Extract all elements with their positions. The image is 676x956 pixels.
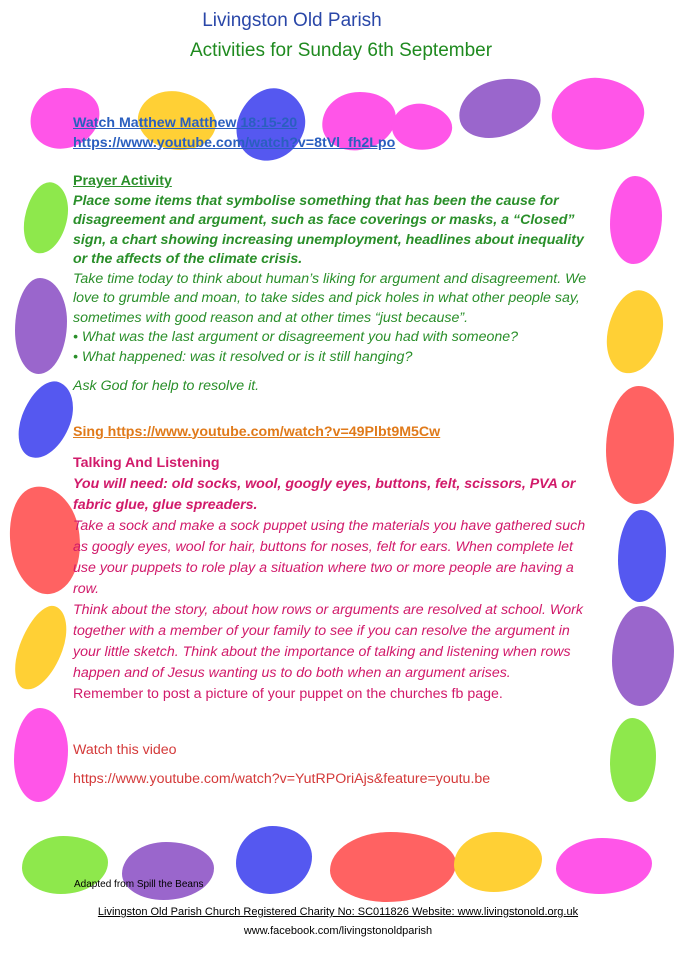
footer-charity: Livingston Old Parish Church Registered Charity No: SC011826 Website: www.livingstonold.org.uk <box>97 906 579 918</box>
activity-content <box>73 114 598 790</box>
credit-text: Adapted from Spill the Beans <box>74 879 204 890</box>
jelly-bean-red <box>606 386 674 504</box>
video-url[interactable]: https://www.youtube.com/watch?v=YutRPOriAjs&feature=youtu.be <box>73 771 491 787</box>
jelly-bean-purple <box>612 606 674 706</box>
page-title: Livingston Old Parish <box>202 10 382 31</box>
jelly-bean-green <box>19 179 73 257</box>
jelly-bean-yellow <box>6 599 76 696</box>
talking-para-1: Take a sock and make a sock puppet using the materials you have gathered such as googly eyes, wool for hair, buttons for noses, felt for ears. When complete let use your puppets to role play a situation where two or more people are having a row. <box>73 517 586 597</box>
watch-line <box>73 114 598 134</box>
video-label: Watch this video <box>73 741 177 758</box>
jelly-bean-purple <box>122 842 214 900</box>
talking-need: You will need: old socks, wool, googly eyes, buttons, felt, scissors, PVA or fabric glue, glue spreaders. <box>73 475 576 513</box>
sing-link[interactable]: Sing https://www.youtube.com/watch?v=49Plbt9M5Cw <box>73 423 441 440</box>
footer-facebook[interactable]: www.facebook.com/livingstonoldparish <box>243 925 433 937</box>
prayer-bullet-1: • What was the last argument or disagreement you had with someone? <box>73 329 519 345</box>
talking-heading: Talking And Listening <box>73 455 220 471</box>
jelly-bean-blue <box>236 826 312 894</box>
watch-label[interactable]: Watch Matthew Matthew 18:15-20 <box>73 115 298 131</box>
jelly-bean-yellow <box>601 286 669 378</box>
talking-para-3: Remember to post a picture of your puppet on the churches fb page. <box>73 685 503 702</box>
prayer-instruction: Place some items that symbolise something that has been the cause for disagreement and argument, such as face coverings or masks, a “Closed” sign, a chart showing increasing unemployment, headlines about inequality or the affects of the climate crisis. <box>73 192 584 267</box>
jelly-bean-purple <box>15 278 67 374</box>
page-subtitle: Activities for Sunday 6th September <box>190 40 493 61</box>
jelly-bean-red <box>330 832 456 902</box>
talking-para-2: Think about the story, about how rows or arguments are resolved at school. Work together with a member of your family to see if you can resolve the argument in your little sketch. Think about the importance of talking and listening when rows happen and of Jesus wanting us to do both when an argument arises. <box>73 601 583 681</box>
prayer-bullet-2: • What happened: was it resolved or is it still hanging? <box>73 348 413 365</box>
jelly-bean-yellow <box>454 832 542 892</box>
prayer-heading: Prayer Activity <box>73 173 172 189</box>
watch-url[interactable]: https://www.youtube.com/watch?v=8tVl_fh2Lpo <box>73 134 396 151</box>
jelly-bean-green <box>610 718 656 802</box>
jelly-bean-pink <box>556 838 652 894</box>
prayer-closing: Ask God for help to resolve it. <box>73 378 260 394</box>
jelly-bean-blue <box>618 510 666 602</box>
jelly-bean-pink <box>14 708 68 802</box>
prayer-body: Take time today to think about human’s liking for argument and disagreement. We love to grumble and moan, to take sides and pick holes in what other people say, sometimes with good reason and at other times “just because”. <box>73 270 587 326</box>
jelly-bean-pink <box>610 176 662 264</box>
jelly-bean-blue <box>10 374 82 466</box>
